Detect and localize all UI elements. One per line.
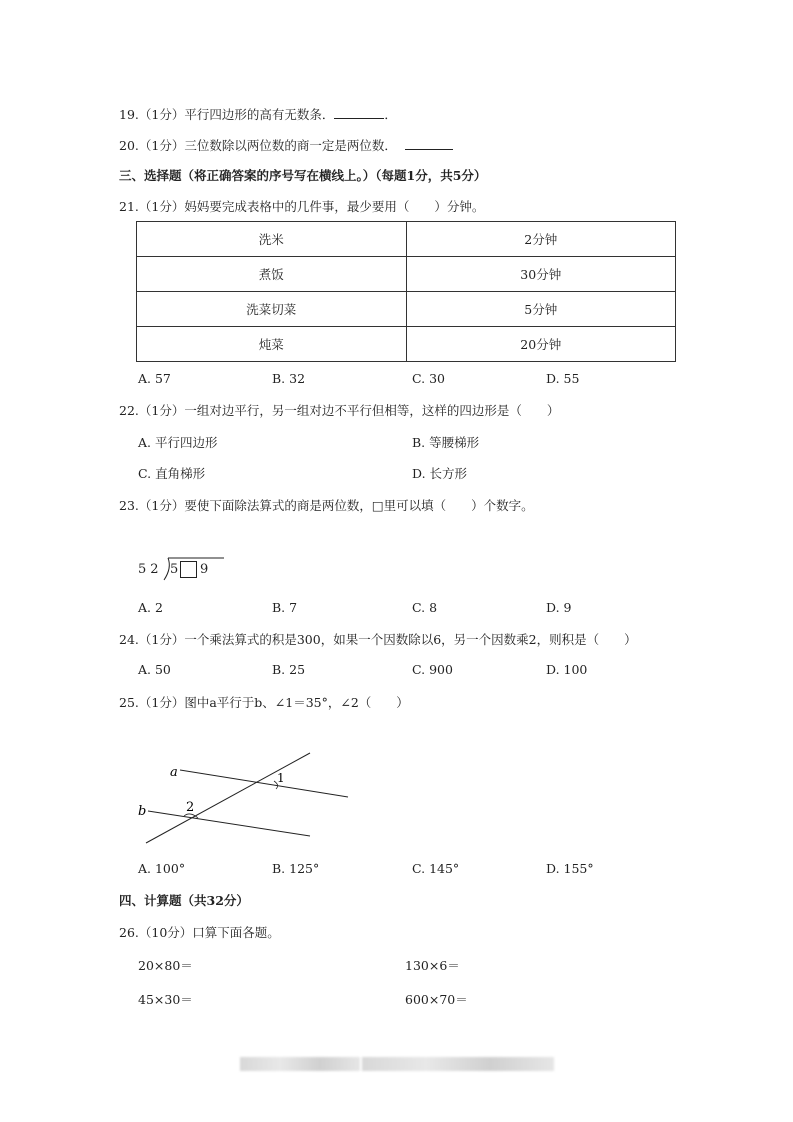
q21-option-a[interactable]: A. 57 (138, 371, 171, 386)
table-row (137, 327, 676, 362)
q22-option-c[interactable]: C. 直角梯形 (138, 466, 206, 481)
label-1: 1 (277, 771, 285, 785)
q22-option-d[interactable]: D. 长方形 (412, 466, 468, 481)
dividend-digit-left: 5 (170, 562, 179, 577)
q23-option-c[interactable]: C. 8 (412, 600, 438, 615)
table-row (137, 222, 676, 257)
table-cell: 煮饭 (137, 257, 407, 292)
question-19 (119, 105, 397, 123)
table-cell: 20分钟 (406, 327, 676, 362)
calc-item: 45×30＝ (138, 992, 193, 1007)
section-4-heading: 四、计算题（共32分） (119, 893, 249, 908)
q24-option-c[interactable]: C. 900 (412, 662, 453, 677)
label-a: a (170, 765, 178, 780)
question-23-text: 23.（1分）要使下面除法算式的商是两位数，□里可以填（ ）个数字。 (119, 498, 534, 513)
label-2: 2 (186, 800, 195, 815)
q25-option-d[interactable]: D. 155° (546, 861, 594, 876)
question-21-table (136, 221, 676, 362)
q22-option-a[interactable]: A. 平行四边形 (138, 435, 218, 450)
question-19-tail: ． (384, 107, 397, 122)
table-cell: 炖菜 (137, 327, 407, 362)
q21-option-c[interactable]: C. 30 (412, 371, 445, 386)
q24-option-d[interactable]: D. 100 (546, 662, 588, 677)
answer-blank-19[interactable] (334, 118, 384, 119)
blurred-footer (240, 1057, 360, 1071)
table-row (137, 257, 676, 292)
calc-item: 600×70＝ (405, 992, 468, 1007)
question-26-text: 26.（10分）口算下面各题。 (119, 925, 280, 940)
divisor: 52 (138, 562, 163, 577)
long-division-figure (136, 556, 236, 584)
question-19-text: 19.（1分）平行四边形的高有无数条． (119, 107, 335, 122)
table-cell: 洗菜切菜 (137, 292, 407, 327)
q22-option-b[interactable]: B. 等腰梯形 (412, 435, 480, 450)
table-cell: 30分钟 (406, 257, 676, 292)
dividend-box[interactable] (180, 561, 197, 578)
question-21-text: 21.（1分）妈妈要完成表格中的几件事，最少要用（ ）分钟。 (119, 199, 485, 214)
label-b: b (138, 804, 147, 819)
q25-option-b[interactable]: B. 125° (272, 861, 320, 876)
q23-option-a[interactable]: A. 2 (138, 600, 163, 615)
question-24-text: 24.（1分）一个乘法算式的积是300，如果一个因数除以6，另一个因数乘2，则积是（ ） (119, 632, 637, 647)
table-cell: 2分钟 (406, 222, 676, 257)
blurred-footer (362, 1057, 554, 1071)
q21-option-b[interactable]: B. 32 (272, 371, 306, 386)
question-20-text: 20.（1分）三位数除以两位数的商一定是两位数． (119, 138, 397, 153)
table-row (137, 292, 676, 327)
q23-option-d[interactable]: D. 9 (546, 600, 572, 615)
calc-item: 130×6＝ (405, 958, 460, 973)
parallel-lines-figure (130, 745, 370, 855)
dividend-digit-right: 9 (200, 562, 209, 577)
q24-option-b[interactable]: B. 25 (272, 662, 306, 677)
line-b (148, 811, 310, 836)
calc-item: 20×80＝ (138, 958, 193, 973)
question-22-text: 22.（1分）一组对边平行，另一组对边不平行但相等，这样的四边形是（ ） (119, 403, 560, 418)
table-cell: 5分钟 (406, 292, 676, 327)
table-cell: 洗米 (137, 222, 407, 257)
line-a (180, 770, 348, 797)
answer-blank-20[interactable] (405, 149, 453, 150)
q21-option-d[interactable]: D. 55 (546, 371, 580, 386)
q23-option-b[interactable]: B. 7 (272, 600, 298, 615)
section-3-heading: 三、选择题（将正确答案的序号写在横线上。）（每题1分，共5分） (119, 168, 487, 183)
question-20 (119, 136, 453, 154)
q25-option-c[interactable]: C. 145° (412, 861, 460, 876)
q24-option-a[interactable]: A. 50 (138, 662, 171, 677)
question-25-text: 25.（1分）图中a平行于b、∠1＝35°，∠2（ ） (119, 695, 409, 710)
q25-option-a[interactable]: A. 100° (138, 861, 186, 876)
